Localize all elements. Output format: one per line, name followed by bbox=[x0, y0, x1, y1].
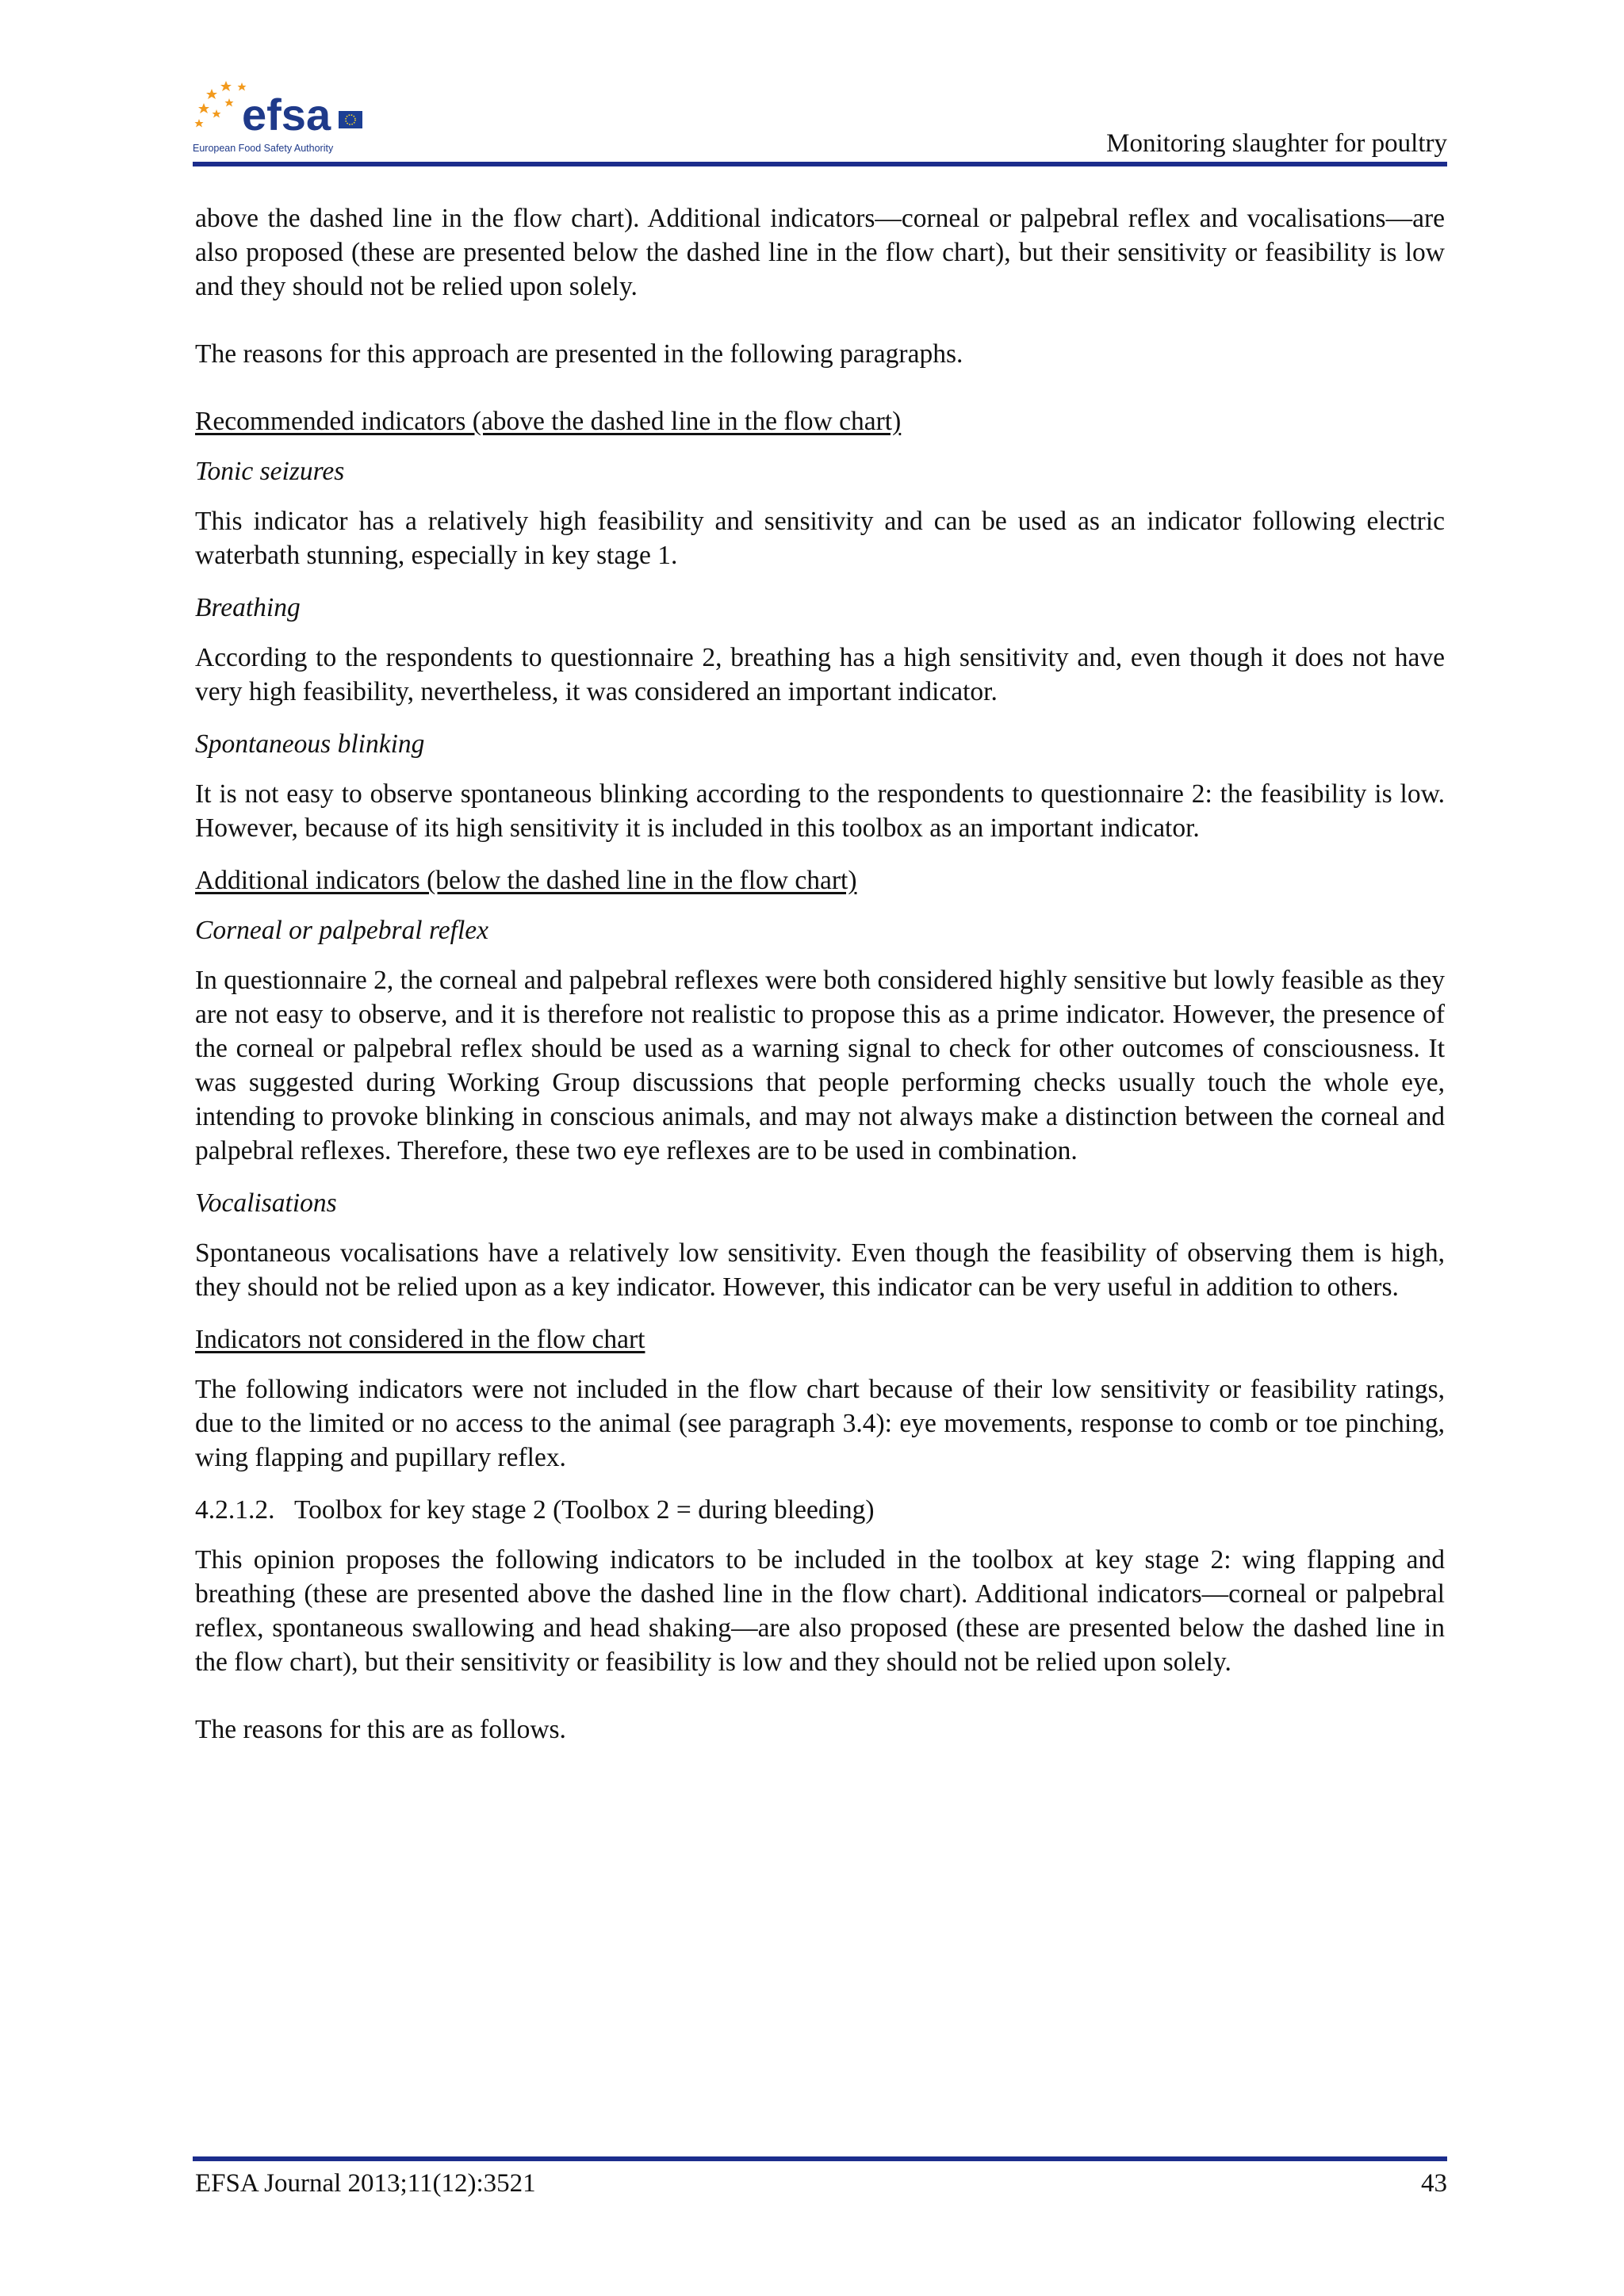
paragraph: It is not easy to observe spontaneous blinking according to the respondents to questionnaire 2: the feasibility is low. However, because of its high sensitivity it is included in this toolbox as an important indicator. bbox=[195, 779, 1445, 843]
subheading-corneal-reflex: Corneal or palpebral reflex bbox=[195, 916, 489, 945]
star-arc-icon bbox=[193, 78, 367, 141]
header-rule bbox=[193, 162, 1447, 166]
paragraph: Spontaneous vocalisations have a relatively low sensitivity. Even though the feasibility of observing them is high, they should not be relied upon as a key indicator. However, this indicator can be very useful in addition to others. bbox=[195, 1238, 1445, 1302]
efsa-logo-icon bbox=[193, 78, 367, 159]
logo-tagline: European Food Safety Authority bbox=[193, 143, 334, 154]
subheading-additional: Additional indicators (below the dashed line in the flow chart) bbox=[195, 866, 857, 895]
eu-flag-icon bbox=[339, 111, 362, 128]
subheading-tonic-seizures: Tonic seizures bbox=[195, 457, 345, 486]
body-text bbox=[195, 201, 1445, 1747]
paragraph: The following indicators were not included in the flow chart because of their low sensitivity or feasibility ratings, due to the limited or no access to the animal (see paragraph 3.4): eye movements, response to comb or toe pinching, wing flapping and pupillary reflex. bbox=[195, 1375, 1445, 1472]
subheading-recommended: Recommended indicators (above the dashed line in the flow chart) bbox=[195, 407, 902, 436]
paragraph: This opinion proposes the following indicators to be included in the toolbox at key stage 2: wing flapping and breathing (these are presented above the dashed line in the flow chart). Additional indicators—corneal or palpebral reflex, spontaneous swallowing and head shaking—are also proposed (these are presented below the dashed line in the flow chart), but their sensitivity or feasibility is low and they should not be relied upon solely. bbox=[195, 1545, 1445, 1677]
subheading-spontaneous-blinking: Spontaneous blinking bbox=[195, 729, 425, 759]
paragraph: According to the respondents to questionnaire 2, breathing has a high sensitivity and, even though it does not have very high feasibility, nevertheless, it was considered an important indicator. bbox=[195, 643, 1445, 706]
paragraph: The reasons for this approach are presented in the following paragraphs. bbox=[195, 339, 963, 369]
paragraph: The reasons for this are as follows. bbox=[195, 1715, 566, 1744]
subheading-breathing: Breathing bbox=[195, 593, 301, 622]
page-number: 43 bbox=[1421, 2169, 1447, 2198]
paragraph: In questionnaire 2, the corneal and palpebral reflexes were both considered highly sensitive but lowly feasible as they are not easy to observe, and it is therefore not realistic to propose this as a prime indicator. However, the presence of the corneal or palpebral reflex should be used as a warning signal to check for other outcomes of consciousness. It was suggested during Working Group discussions that people performing checks usually touch the whole eye, intending to provoke blinking in conscious animals, and may not always make a distinction between the corneal and palpebral reflexes. Therefore, these two eye reflexes are to be used in combination. bbox=[195, 966, 1445, 1165]
subheading-not-considered: Indicators not considered in the flow chart bbox=[195, 1325, 645, 1354]
section-number: 4.2.1.2. bbox=[195, 1495, 275, 1525]
running-header-title: Monitoring slaughter for poultry bbox=[1106, 129, 1447, 158]
paragraph: above the dashed line in the flow chart). Additional indicators—corneal or palpebral reflex and vocalisations—are also proposed (these are presented below the dashed line in the flow chart), but their sensitivity or feasibility is low and they should not be relied upon solely. bbox=[195, 204, 1445, 301]
footer-journal: EFSA Journal 2013;11(12):3521 bbox=[195, 2169, 536, 2198]
subheading-vocalisations: Vocalisations bbox=[195, 1188, 337, 1218]
section-heading bbox=[195, 1493, 1445, 1527]
section-title: Toolbox for key stage 2 (Toolbox 2 = during bleeding) bbox=[294, 1495, 875, 1525]
footer-rule bbox=[193, 2156, 1447, 2161]
paragraph: This indicator has a relatively high feasibility and sensitivity and can be used as an indicator following electric waterbath stunning, especially in key stage 1. bbox=[195, 507, 1445, 570]
logo-text: efsa bbox=[242, 90, 331, 140]
